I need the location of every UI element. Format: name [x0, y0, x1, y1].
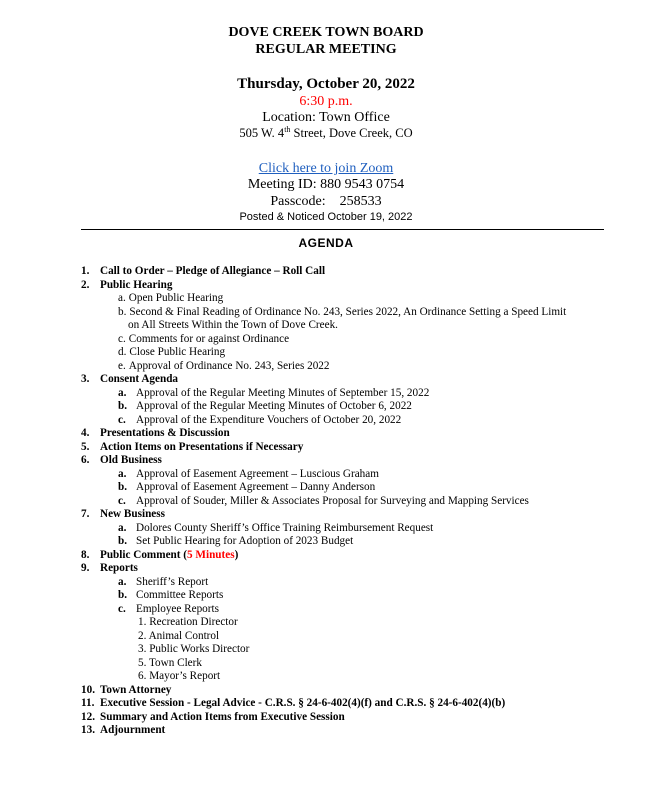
meeting-time: 6:30 p.m. — [299, 94, 353, 109]
agenda-item-1 — [81, 265, 325, 278]
agenda-item-13 — [81, 724, 165, 737]
sub-letter: d. — [118, 346, 127, 358]
sub-text: Open Public Hearing — [128, 292, 224, 304]
meeting-location: Location: Town Office — [262, 110, 390, 125]
agenda-subitem — [118, 522, 433, 535]
item-number: 3. — [81, 373, 90, 385]
sub-text: Sheriff’s Report — [136, 576, 209, 588]
item-label: Old Business — [100, 454, 162, 466]
item-label-close: ) — [234, 549, 239, 561]
sub-letter: c. — [118, 495, 126, 507]
agenda-item-2 — [81, 279, 172, 292]
address-start: 505 W. 4 — [239, 126, 285, 140]
sub-letter: a. — [118, 576, 127, 588]
item-label: Town Attorney — [100, 684, 172, 696]
agenda-subitem — [118, 589, 223, 602]
sub-text: Approval of the Regular Meeting Minutes of September 15, 2022 — [136, 387, 430, 399]
agenda-subitem — [118, 333, 289, 346]
item-number: 9. — [81, 562, 90, 574]
agenda-subitem — [118, 576, 208, 589]
sub-text: Set Public Hearing for Adoption of 2023 Budget — [136, 535, 354, 547]
sub-letter: c. — [118, 414, 126, 426]
agenda-heading: AGENDA — [298, 236, 354, 250]
divider-line — [81, 229, 604, 230]
sub-letter: b. — [118, 400, 128, 412]
sub-text: Approval of Easement Agreement – Luscious Graham — [136, 468, 379, 480]
sub-text: Close Public Hearing — [129, 346, 226, 358]
agenda-subitem — [118, 306, 566, 319]
meeting-address — [0, 126, 652, 141]
agenda-item-10 — [81, 684, 171, 697]
sub-text: Committee Reports — [136, 589, 224, 601]
item-number: 2. — [81, 279, 90, 291]
item-number: 13. — [81, 724, 95, 736]
sub-letter: a. — [118, 522, 127, 534]
employee-report-item: 2. Animal Control — [138, 630, 220, 642]
time-limit: 5 Minutes — [187, 549, 235, 561]
sub-text: Employee Reports — [136, 603, 219, 615]
agenda-item-4 — [81, 427, 230, 440]
zoom-link-wrap — [0, 159, 652, 177]
item-number: 12. — [81, 711, 95, 723]
agenda-item-12 — [81, 711, 345, 724]
sub-text: Approval of the Expenditure Vouchers of October 20, 2022 — [136, 414, 402, 426]
item-label: Call to Order – Pledge of Allegiance – Roll Call — [100, 265, 326, 277]
item-label: Reports — [100, 562, 138, 574]
item-number: 8. — [81, 549, 90, 561]
meeting-date: Thursday, October 20, 2022 — [237, 76, 415, 92]
sub-text: Approval of the Regular Meeting Minutes of October 6, 2022 — [136, 400, 412, 412]
sub-letter: b. — [118, 306, 127, 318]
item-number: 5. — [81, 441, 90, 453]
sub-letter: e. — [118, 360, 126, 372]
sub-letter: b. — [118, 535, 128, 547]
sub-text: Approval of Easement Agreement – Danny Anderson — [136, 481, 376, 493]
agenda-subitem — [118, 400, 412, 413]
item-number: 11. — [81, 697, 95, 709]
board-title: DOVE CREEK TOWN BOARD — [228, 25, 424, 40]
zoom-link[interactable]: Click here to join Zoom — [258, 161, 394, 176]
posted-notice: Posted & Noticed October 19, 2022 — [239, 211, 413, 223]
agenda-subitem — [118, 481, 375, 494]
item-number: 7. — [81, 508, 90, 520]
employee-report-item: 6. Mayor’s Report — [138, 670, 221, 682]
item-label: Adjournment — [100, 724, 166, 736]
item-number: 1. — [81, 265, 90, 277]
sub-text: Approval of Ordinance No. 243, Series 2022 — [128, 360, 330, 372]
sub-text: Second & Final Reading of Ordinance No. 243, Series 2022, An Ordinance Setting a Speed Limit — [129, 306, 567, 318]
sub-text: Comments for or against Ordinance — [128, 333, 290, 345]
agenda-subitem — [118, 292, 223, 305]
agenda-item-11 — [81, 697, 505, 710]
sub-letter: c. — [118, 603, 126, 615]
sub-text: Dolores County Sheriff’s Office Training Reimbursement Request — [136, 522, 434, 534]
agenda-item-6 — [81, 454, 162, 467]
item-label: Public Hearing — [100, 279, 173, 291]
employee-report-item: 1. Recreation Director — [138, 616, 238, 628]
employee-report-item: 3. Public Works Director — [138, 643, 250, 655]
agenda-item-8 — [81, 549, 238, 562]
item-label: Consent Agenda — [100, 373, 179, 385]
item-label: Action Items on Presentations if Necessary — [100, 441, 304, 453]
agenda-subitem — [118, 346, 225, 359]
agenda-item-5 — [81, 441, 303, 454]
agenda-subitem — [118, 387, 429, 400]
agenda-subitem — [118, 603, 219, 616]
agenda-subitem — [118, 468, 379, 481]
agenda-subitem — [118, 360, 329, 373]
agenda-subitem — [118, 414, 401, 427]
agenda-subitem — [118, 535, 353, 548]
item-label: Summary and Action Items from Executive Session — [100, 711, 345, 723]
item-label: Executive Session - Legal Advice - C.R.S. § 24-6-402(4)(f) and C.R.S. § 24-6-402(4)(b) — [100, 697, 506, 709]
agenda-item-7 — [81, 508, 165, 521]
item-label: Public Comment ( — [100, 549, 188, 561]
item-number: 10. — [81, 684, 95, 696]
sub-letter: b. — [118, 481, 128, 493]
item-label: New Business — [100, 508, 165, 520]
agenda-subitem — [118, 495, 529, 508]
employee-report-item: 5. Town Clerk — [138, 657, 202, 669]
agenda-item-3 — [81, 373, 178, 386]
address-end: Street, Dove Creek, CO — [290, 126, 413, 140]
item-label: Presentations & Discussion — [100, 427, 230, 439]
sub-text: Approval of Souder, Miller & Associates Proposal for Surveying and Mapping Services — [136, 495, 529, 507]
item-number: 4. — [81, 427, 90, 439]
sub-letter: a. — [118, 468, 127, 480]
agenda-subitem-cont: on All Streets Within the Town of Dove Creek. — [128, 319, 338, 331]
item-number: 6. — [81, 454, 90, 466]
sub-letter: a. — [118, 387, 127, 399]
sub-letter: b. — [118, 589, 128, 601]
meeting-type: REGULAR MEETING — [255, 42, 397, 57]
sub-letter: c. — [118, 333, 126, 345]
meeting-id: Meeting ID: 880 9543 0754 — [247, 177, 405, 192]
agenda-item-9 — [81, 562, 138, 575]
sub-letter: a. — [118, 292, 126, 304]
passcode: Passcode: 258533 — [270, 194, 382, 209]
address-ordinal: th — [284, 125, 291, 134]
